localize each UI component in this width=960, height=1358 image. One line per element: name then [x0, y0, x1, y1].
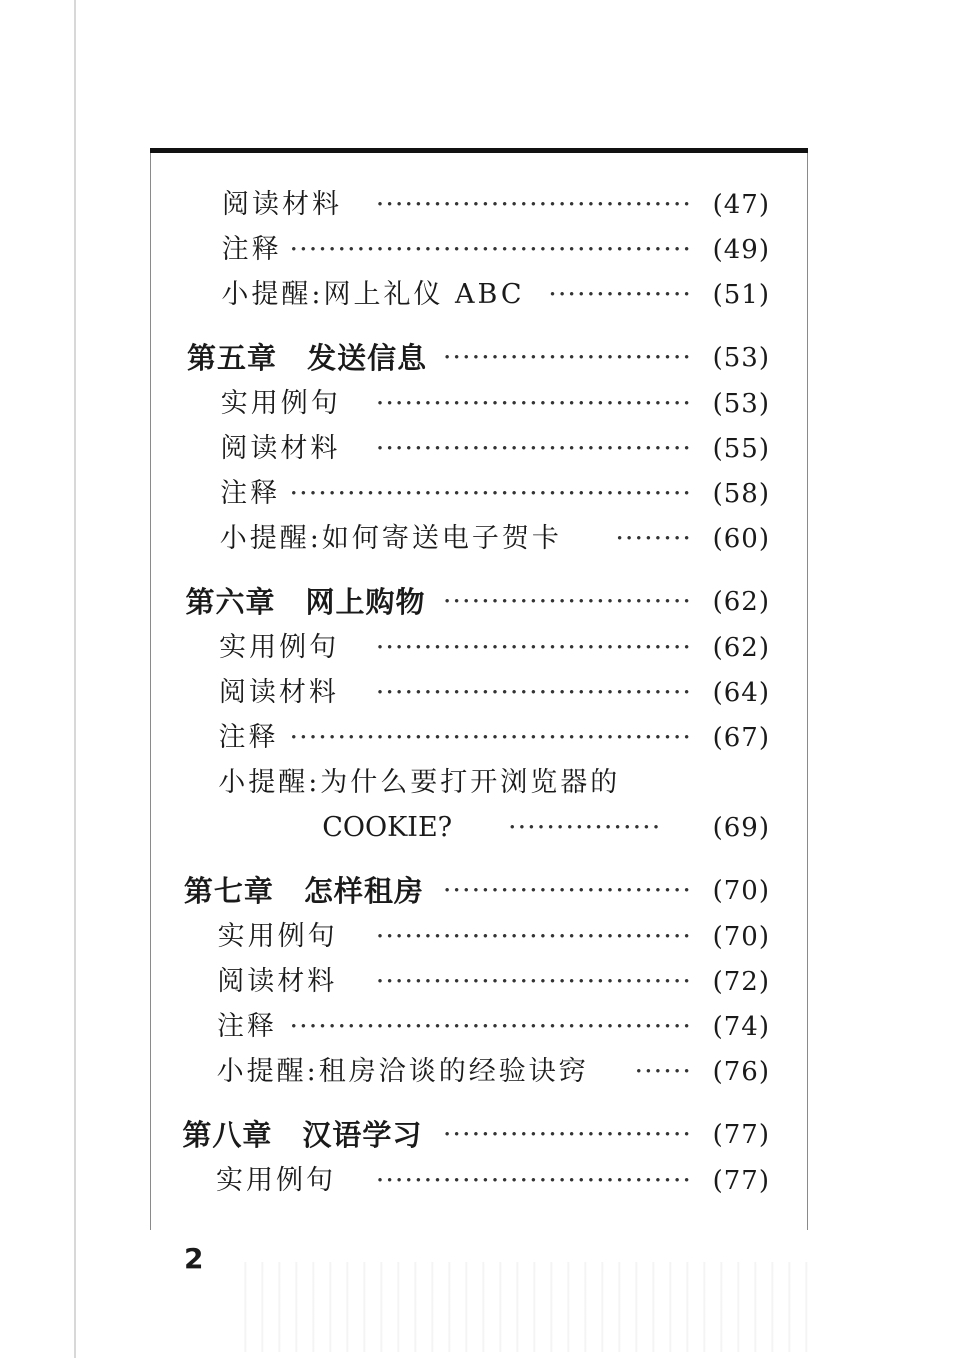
toc-leader-dots: ·········································· [289, 722, 692, 753]
frame-top-rule [150, 148, 808, 153]
toc-page-number: (53) [712, 389, 770, 419]
toc-leader-dots: ································· [375, 966, 692, 997]
toc-chapter-number: 第七章 [183, 874, 274, 908]
toc-chapter-number: 第五章 [187, 341, 278, 375]
page-edge-line [74, 0, 76, 1358]
toc-page-number: (74) [712, 1012, 770, 1042]
toc-chapter-row [150, 1115, 808, 1155]
toc-chapter-title: 网上购物 [305, 585, 426, 619]
toc-chapter-title: 汉语学习 [302, 1118, 423, 1152]
toc-entry-label: 实用例句 [221, 384, 353, 424]
toc-page-number: (70) [712, 876, 770, 906]
toc-leader-dots: ··············· [548, 279, 692, 310]
toc-leader-dots: ································· [375, 677, 692, 708]
toc-chapter-number: 第六章 [185, 585, 276, 619]
toc-leader-dots: ·········································· [289, 1011, 692, 1042]
toc-chapter-title: 怎样租房 [303, 874, 424, 908]
toc-page-number: (69) [712, 813, 770, 843]
toc-leader-dots: ································· [375, 189, 692, 220]
toc-entry-row [150, 917, 808, 957]
toc-chapter-label [187, 338, 439, 378]
toc-entry-label: 小提醒:网上礼仪 ABC [221, 275, 536, 315]
toc-leader-dots: ·························· [442, 1119, 692, 1150]
toc-entry-row [150, 185, 808, 225]
toc-leader-dots: ································· [375, 388, 692, 419]
toc-leader-dots: ································· [375, 1165, 692, 1196]
toc-page-number: (67) [712, 723, 770, 753]
toc-chapter-number: 第八章 [182, 1118, 273, 1152]
toc-page-number: (60) [712, 524, 770, 554]
toc-chapter-title: 发送信息 [307, 341, 428, 375]
toc-entry-row [150, 429, 808, 469]
toc-entry-label: 阅读材料 [222, 185, 354, 225]
table-of-contents [150, 185, 808, 1205]
toc-entry-label: 阅读材料 [220, 429, 352, 469]
toc-leader-dots: ································· [375, 632, 692, 663]
toc-page-number: (49) [712, 235, 770, 265]
toc-leader-dots: ·························· [442, 342, 692, 373]
toc-entry-label: 注释 [219, 718, 291, 758]
toc-page-number: (62) [712, 587, 770, 617]
toc-page-number: (62) [712, 633, 770, 663]
toc-chapter-row [150, 338, 808, 378]
toc-entry-label-continued: COOKIE? [322, 808, 464, 848]
toc-leader-dots: ·························· [442, 875, 692, 906]
toc-entry-row [150, 230, 808, 270]
toc-leader-dots: ·························· [442, 586, 692, 617]
toc-leader-dots: ······ [634, 1056, 692, 1087]
toc-entry-row [150, 763, 808, 849]
toc-entry-row [150, 1052, 808, 1092]
toc-entry-label: 注释 [222, 230, 294, 270]
toc-page-number: (77) [712, 1120, 770, 1150]
toc-entry-label: 实用例句 [218, 917, 350, 957]
toc-entry-label: 小提醒:如何寄送电子贺卡 [220, 519, 574, 559]
toc-page-number: (77) [712, 1166, 770, 1196]
toc-page-number: (72) [712, 967, 770, 997]
toc-chapter-label [184, 871, 436, 911]
toc-leader-dots: ································· [375, 921, 692, 952]
toc-leader-dots: ·········································· [290, 234, 692, 265]
toc-page-number: (76) [712, 1057, 770, 1087]
toc-entry-row [150, 474, 808, 514]
toc-page-number: (51) [712, 280, 770, 310]
toc-entry-label: 实用例句 [219, 628, 351, 668]
page-number: 2 [184, 1242, 204, 1275]
toc-entry-label: 小提醒:为什么要打开浏览器的 [218, 763, 632, 803]
toc-entry-row [150, 275, 808, 315]
toc-entry-row [150, 384, 808, 424]
toc-entry-label: 阅读材料 [217, 962, 349, 1002]
toc-entry-row [150, 718, 808, 758]
toc-chapter-label [185, 582, 437, 622]
toc-leader-dots: ················ [508, 812, 662, 843]
toc-entry-label: 注释 [217, 1007, 289, 1047]
toc-leader-dots: ································· [375, 433, 692, 464]
scan-artifact [230, 1262, 810, 1352]
toc-entry-row [150, 1007, 808, 1047]
toc-page-number: (53) [712, 343, 770, 373]
toc-entry-label: 注释 [220, 474, 292, 514]
toc-page-number: (70) [712, 922, 770, 952]
toc-entry-row [150, 673, 808, 713]
toc-entry-row [150, 962, 808, 1002]
toc-chapter-label [182, 1115, 434, 1155]
toc-page-number: (58) [712, 479, 770, 509]
toc-chapter-row [150, 582, 808, 622]
toc-chapter-row [150, 871, 808, 911]
toc-entry-row [150, 1161, 808, 1201]
toc-entry-row [150, 628, 808, 668]
toc-page-number: (55) [712, 434, 770, 464]
toc-entry-label: 阅读材料 [219, 673, 351, 713]
toc-page-number: (47) [712, 190, 770, 220]
toc-entry-label: 实用例句 [216, 1161, 348, 1201]
toc-entry-label: 小提醒:租房洽谈的经验诀窍 [217, 1052, 601, 1092]
toc-page-number: (64) [712, 678, 770, 708]
toc-entry-row [150, 519, 808, 559]
toc-leader-dots: ·········································· [289, 478, 692, 509]
toc-leader-dots: ········ [615, 523, 692, 554]
